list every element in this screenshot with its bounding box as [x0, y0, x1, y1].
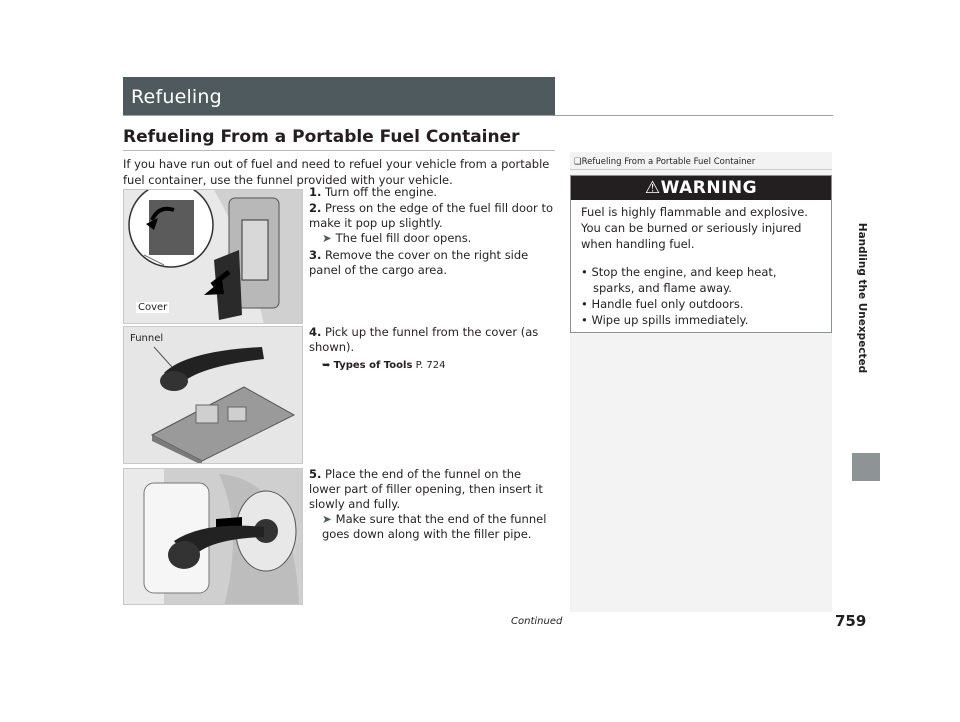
header-divider	[123, 115, 833, 116]
fuel-door-illustration	[123, 189, 303, 324]
page-title: Refueling	[131, 86, 222, 108]
step-number: 1.	[309, 185, 322, 199]
warning-icon: ⚠	[644, 178, 661, 198]
step-number: 5.	[309, 467, 322, 481]
funnel-label: Funnel	[130, 333, 164, 344]
step-result: ➤ The fuel fill door opens.	[322, 231, 472, 245]
page-number: 759	[835, 612, 867, 630]
step-text: Press on the edge of the fuel fill door to make it pop up slightly.	[309, 201, 553, 230]
subtitle-divider	[123, 150, 555, 151]
warning-header: ⚠WARNING	[571, 176, 831, 200]
funnel-cover-illustration	[123, 326, 303, 464]
chapter-tab-label: Handling the Unexpected	[856, 222, 868, 374]
step-text: Place the end of the funnel on the lower part of filler opening, then insert it slowly and fully.	[309, 467, 543, 511]
arrow-icon: ➤	[322, 231, 336, 245]
step-3	[309, 248, 554, 278]
note-icon: ❑	[574, 157, 582, 167]
step-1	[309, 185, 554, 200]
warning-bullet: • Handle fuel only outdoors.	[581, 297, 744, 311]
funnel-insert-illustration	[123, 468, 303, 605]
warning-body	[581, 204, 821, 328]
intro-paragraph: If you have run out of fuel and need to refuel your vehicle from a portable fuel container, use the funnel provided with your vehicle.	[123, 157, 550, 187]
cross-reference-link[interactable]: ➥ Types of Tools P. 724	[322, 360, 446, 371]
step-number: 2.	[309, 201, 322, 215]
warning-bullet: • Stop the engine, and keep heat, sparks, and flame away.	[581, 265, 777, 295]
section-title: Refueling From a Portable Fuel Container	[123, 127, 520, 147]
cover-label: Cover	[138, 302, 168, 313]
reference-icon: ➥	[322, 360, 334, 371]
step-4	[309, 325, 554, 373]
step-text: Remove the cover on the right side panel of the cargo area.	[309, 248, 529, 277]
step-text: Turn off the engine.	[325, 185, 438, 199]
warning-bullet: • Wipe up spills immediately.	[581, 313, 749, 327]
side-note-divider	[570, 169, 832, 170]
step-number: 3.	[309, 248, 322, 262]
step-text: Pick up the funnel from the cover (as shown).	[309, 325, 539, 354]
step-2	[309, 201, 554, 246]
step-result: ➤ Make sure that the end of the funnel goes down along with the filler pipe.	[322, 512, 547, 541]
warning-text: Fuel is highly flammable and explosive. You can be burned or seriously injured when handling fuel.	[581, 205, 808, 251]
continued-label: Continued	[511, 616, 563, 627]
arrow-icon: ➤	[322, 512, 336, 526]
step-number: 4.	[309, 325, 322, 339]
side-note-heading: ❑Refueling From a Portable Fuel Container	[574, 157, 756, 167]
chapter-tab	[852, 150, 866, 450]
chapter-tab-marker	[852, 453, 880, 481]
step-5	[309, 467, 554, 542]
